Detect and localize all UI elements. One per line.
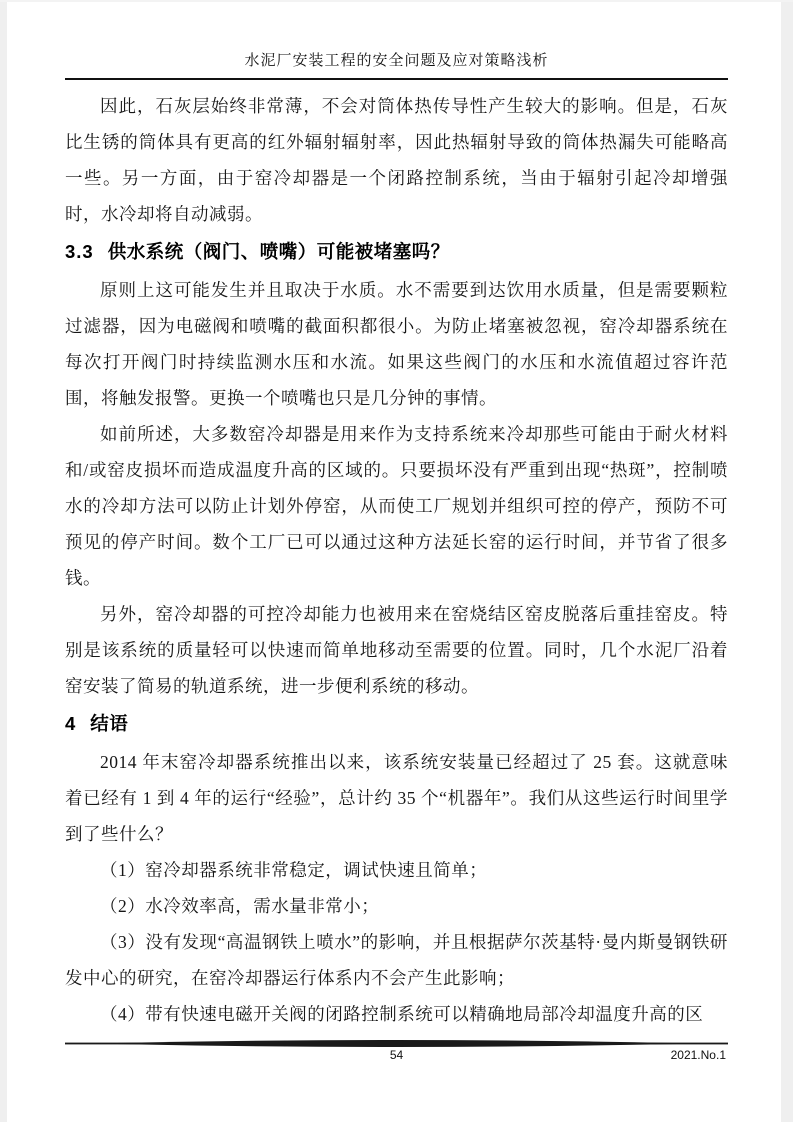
section-title: 供水系统（阀门、喷嘴）可能被堵塞吗？ bbox=[107, 241, 450, 262]
page-number: 54 bbox=[389, 1048, 404, 1062]
finding-item-2: （2）水冷效率高，需水量非常小； bbox=[100, 896, 380, 916]
page-footer bbox=[65, 1039, 728, 1066]
section-heading-3-3 bbox=[65, 232, 728, 272]
finding-item-1: （1）窑冷却器系统非常稳定，调试快速且简单； bbox=[100, 860, 488, 880]
paragraph-since-2014: 2014 年末窑冷却器系统推出以来，该系统安装量已经超过了 25 套。这就意味着已经有 1 到 4 年的运行“经验”，总计约 35 个“机器年”。我们从这些运行时间里学到了些什么？ bbox=[65, 752, 728, 844]
document-page bbox=[65, 0, 728, 1122]
section-number: 4 bbox=[65, 713, 77, 734]
paragraph-lime-layer: 因此，石灰层始终非常薄，不会对筒体热传导性产生较大的影响。但是，石灰比生锈的筒体具有更高的红外辐射辐射率，因此热辐射导致的筒体热漏失可能略高一些。另一方面，由于窑冷却器是一个闭路控制系统，当由于辐射引起冷却增强时，水冷却将自动减弱。 bbox=[65, 96, 728, 224]
paragraph-recoating: 另外，窑冷却器的可控冷却能力也被用来在窑烧结区窑皮脱落后重挂窑皮。特别是该系统的质量轻可以快速而简单地移动至需要的位置。同时，几个水泥厂沿着窑安装了简易的轨道系统，进一步便利系统的移动。 bbox=[65, 604, 728, 696]
finding-item-3: （3）没有发现“高温钢铁上喷水”的影响，并且根据萨尔茨基特·曼内斯曼钢铁研发中心的研究，在窑冷却器运行体系内不会产生此影响； bbox=[65, 932, 728, 988]
finding-item-4: （4）带有快速电磁开关阀的闭路控制系统可以精确地局部冷却温度升高的区 bbox=[100, 1004, 704, 1024]
section-heading-4 bbox=[65, 704, 728, 744]
section-title: 结语 bbox=[90, 713, 129, 734]
page-left-edge-shading bbox=[0, 0, 7, 1122]
paragraph-support-system: 如前所述，大多数窑冷却器是用来作为支持系统来冷却那些可能由于耐火材料和/或窑皮损坏而造成温度升高的区域的。只要损坏没有严重到出现“热斑”，控制喷水的冷却方法可以防止计划外停窑，从而使工厂规划并组织可控的停产，预防不可预见的停产时间。数个工厂已可以通过这种方法延长窑的运行时间，并节省了很多钱。 bbox=[65, 424, 728, 588]
article-body bbox=[65, 80, 728, 1032]
running-title: 水泥厂安装工程的安全问题及应对策略浅析 bbox=[244, 53, 549, 69]
section-number: 3.3 bbox=[65, 241, 94, 262]
page-right-edge-shading bbox=[781, 0, 793, 1122]
issue-number: 2021.No.1 bbox=[670, 1048, 726, 1062]
paragraph-water-quality: 原则上这可能发生并且取决于水质。水不需要到达饮用水质量，但是需要颗粒过滤器，因为电磁阀和喷嘴的截面积都很小。为防止堵塞被忽视，窑冷却器系统在每次打开阀门时持续监测水压和水流。如果这些阀门的水压和水流值超过容许范围，将触发报警。更换一个喷嘴也只是几分钟的事情。 bbox=[65, 280, 728, 408]
